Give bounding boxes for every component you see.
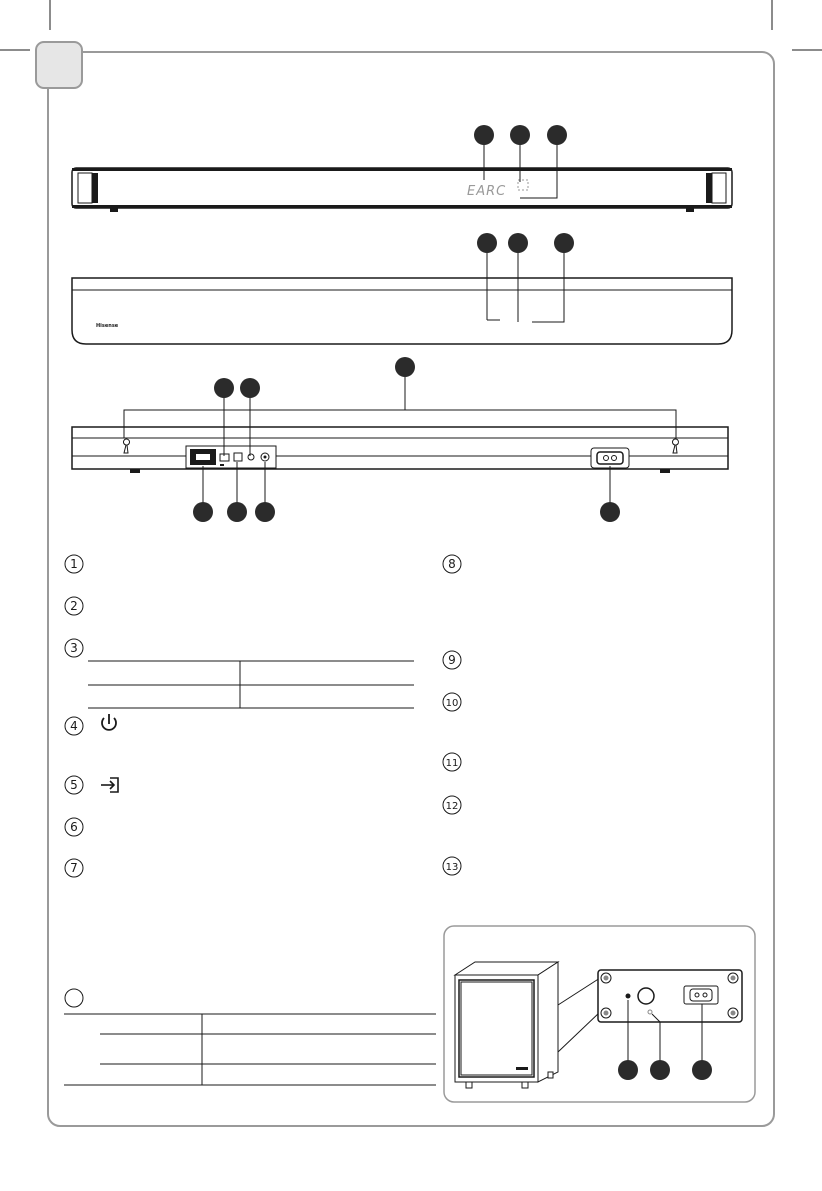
svg-text:4: 4 [70,719,78,733]
callout-sub-1 [618,1060,638,1080]
callout-7-back [395,357,415,377]
callout-10-back [193,502,213,522]
legend-item-8 [443,555,461,573]
legend-item-11 [443,753,461,771]
legend-item-9 [443,651,461,669]
legend-item-subwoofer-marker [65,989,83,1007]
svg-text:10: 10 [445,698,459,709]
svg-text:12: 12 [445,801,459,812]
subwoofer-power-socket-icon [690,989,712,1001]
svg-text:2: 2 [70,599,78,613]
callout-3-front [547,125,567,145]
legend-item-7 [65,859,83,877]
callout-2-front [510,125,530,145]
aux-port-icon [248,454,254,460]
svg-text:5: 5 [70,778,78,792]
svg-text:3: 3 [70,641,78,655]
subwoofer-inset [444,926,755,1102]
brand-logo: Hisense [96,323,119,329]
subwoofer-illustration [455,962,558,1088]
callout-sub-3 [692,1060,712,1080]
legend-item-6 [65,818,83,836]
legend-item-4 [65,717,83,735]
svg-text:11: 11 [445,758,459,769]
subwoofer-back-panel [598,970,742,1022]
callout-11-back [227,502,247,522]
power-icon [102,714,116,730]
legend-item-5 [65,776,83,794]
svg-text:7: 7 [70,861,78,875]
legend-item-10 [443,693,461,711]
earc-display-text: EARC [467,184,507,199]
callout-6-top [554,233,574,253]
callout-5-top [508,233,528,253]
callout-4-top [477,233,497,253]
svg-text:9: 9 [448,653,456,667]
svg-text:13: 13 [445,862,459,873]
legend-right [443,555,461,875]
callout-8-back [214,378,234,398]
callout-9-back [240,378,260,398]
svg-text:8: 8 [448,557,456,571]
legend-item-13 [443,857,461,875]
callout-13-back [600,502,620,522]
pair-indicator [626,994,631,999]
section-tab [36,42,82,88]
legend-item-3 [65,639,83,657]
subwoofer-table [64,1014,436,1085]
soundbar-front-view [72,125,732,212]
input-source-icon [101,778,118,792]
optical-port-icon [234,453,242,461]
pair-button [638,988,654,1004]
legend-left [65,555,83,1007]
svg-text:1: 1 [70,557,78,571]
item-3-table [88,661,414,708]
legend-item-12 [443,796,461,814]
callout-12-back [255,502,275,522]
callout-1-front [474,125,494,145]
legend-item-1 [65,555,83,573]
legend-item-2 [65,597,83,615]
soundbar-back-view [72,357,728,522]
soundbar-top-view [72,233,732,344]
ac-power-socket-icon [597,452,623,464]
svg-text:6: 6 [70,820,78,834]
callout-sub-2 [650,1060,670,1080]
